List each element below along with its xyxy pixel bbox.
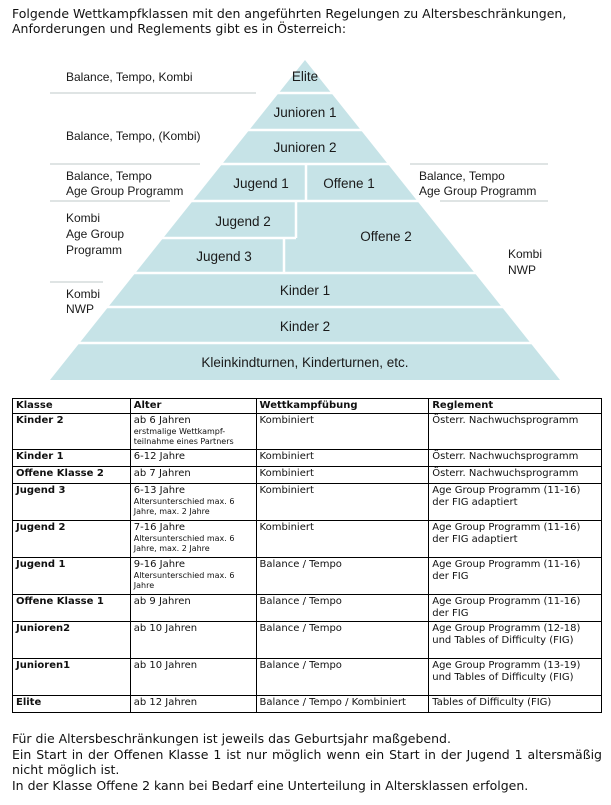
cell-uebung: Balance / Tempo / Kombiniert (256, 696, 429, 713)
cell-uebung: Kombiniert (256, 467, 429, 484)
table-row (13, 558, 602, 595)
cell-alter (130, 467, 256, 484)
cell-reglement: Age Group Programm (11-16) der FIG adaptiert (429, 484, 602, 521)
cell-uebung: Kombiniert (256, 521, 429, 558)
cell-uebung: Balance / Tempo (256, 659, 429, 696)
cell-reglement: Age Group Programm (13-19) und Tables of Difficulty (FIG) (429, 659, 602, 696)
level-jugend3: Jugend 3 (196, 249, 252, 264)
cell-reglement: Age Group Programm (11-16) der FIG adaptiert (429, 521, 602, 558)
cell-alter (130, 659, 256, 696)
cell-uebung: Kombiniert (256, 484, 429, 521)
notes-block (12, 731, 602, 793)
side-label: Programm (66, 243, 123, 257)
cell-klasse: Jugend 1 (13, 558, 131, 595)
level-offene2: Offene 2 (360, 229, 412, 244)
side-label: Balance, Tempo, Kombi (66, 70, 193, 84)
alter-note: Altersunterschied max. 6 Jahre (133, 571, 235, 590)
cell-alter (130, 558, 256, 595)
alter-value: 9-16 Jahre (133, 559, 186, 570)
table-row (13, 622, 602, 659)
cell-uebung: Balance / Tempo (256, 622, 429, 659)
side-label: Balance, Tempo (66, 169, 152, 183)
table-row (13, 484, 602, 521)
cell-alter (130, 696, 256, 713)
table-header-row (13, 399, 602, 414)
side-label: Balance, Tempo, (Kombi) (66, 129, 201, 143)
alter-value: ab 9 Jahren (133, 596, 191, 607)
alter-value: ab 7 Jahren (133, 468, 191, 479)
alter-value: ab 12 Jahren (133, 697, 198, 708)
class-table (12, 398, 602, 713)
cell-alter (130, 484, 256, 521)
note-text: Für die Altersbeschränkungen ist jeweils das Geburtsjahr maßgebend. (12, 731, 451, 746)
cell-klasse: Kinder 1 (13, 450, 131, 467)
alter-note: Altersunterschied max. 6 Jahre, max. 2 Jahre (133, 497, 235, 516)
col-header: Alter (130, 399, 256, 414)
alter-note: erstmalige Wettkampf-teilnahme eines Partners (133, 427, 234, 446)
side-label: Age Group (66, 227, 125, 241)
table-row (13, 696, 602, 713)
side-label: Age Group Programm (66, 184, 184, 198)
side-label: Kombi (66, 211, 101, 225)
table-row (13, 414, 602, 450)
cell-klasse: Jugend 3 (13, 484, 131, 521)
cell-alter (130, 414, 256, 450)
level-junioren1: Junioren 1 (273, 105, 337, 120)
cell-klasse: Kinder 2 (13, 414, 131, 450)
cell-reglement: Österr. Nachwuchsprogramm (429, 414, 602, 450)
side-label: Balance, Tempo (419, 169, 505, 183)
note-text: In der Klasse Offene 2 kann bei Bedarf eine Unterteilung in Altersklassen erfolgen. (12, 777, 529, 793)
col-header: Reglement (429, 399, 602, 414)
level-jugend2: Jugend 2 (215, 214, 271, 229)
pyramid-svg (0, 0, 611, 390)
cell-klasse: Offene Klasse 1 (13, 595, 131, 622)
table-row (13, 521, 602, 558)
alter-note: Altersunterschied max. 6 Jahre, max. 2 Jahre (133, 534, 235, 553)
cell-reglement: Österr. Nachwuchsprogramm (429, 450, 602, 467)
level-elite: Elite (291, 69, 319, 84)
table-row (13, 450, 602, 467)
cell-uebung: Balance / Tempo (256, 595, 429, 622)
table-row (13, 595, 602, 622)
level-base: Kleinkindturnen, Kinderturnen, etc. (201, 355, 409, 370)
cell-reglement: Age Group Programm (12-18) und Tables of Difficulty (FIG) (429, 622, 602, 659)
col-header: Klasse (13, 399, 131, 414)
cell-reglement: Age Group Programm (11-16) der FIG (429, 595, 602, 622)
alter-value: ab 6 Jahren (133, 415, 191, 426)
alter-value: ab 10 Jahren (133, 660, 198, 671)
cell-klasse: Junioren1 (13, 659, 131, 696)
col-header: Wettkampfübung (256, 399, 429, 414)
side-label: Kombi (508, 247, 543, 261)
table-row (13, 467, 602, 484)
level-offene1: Offene 1 (323, 176, 375, 191)
side-label: NWP (66, 302, 94, 316)
cell-klasse: Elite (13, 696, 131, 713)
cell-uebung: Kombiniert (256, 450, 429, 467)
table-row (13, 659, 602, 696)
level-kinder2: Kinder 2 (279, 319, 331, 334)
cell-reglement: Age Group Programm (11-16) der FIG (429, 558, 602, 595)
note-text: Ein Start in der Offenen Klasse 1 ist nur möglich wenn ein Start in der Jugend 1 altersmäßig nicht möglich ist. (12, 746, 602, 777)
alter-value: ab 10 Jahren (133, 623, 198, 634)
level-kinder1: Kinder 1 (279, 283, 331, 298)
cell-alter (130, 521, 256, 558)
intro-text: Folgende Wettkampfklassen mit den angeführten Regelungen zu Altersbeschränkungen, Anforderungen und Reglements gibt es in Österreich: (12, 6, 567, 36)
side-label: NWP (508, 263, 536, 277)
cell-klasse: Jugend 2 (13, 521, 131, 558)
level-jugend1: Jugend 1 (233, 176, 289, 191)
level-junioren2: Junioren 2 (273, 140, 337, 155)
alter-value: 6-13 Jahre (133, 485, 186, 496)
alter-value: 6-12 Jahre (133, 451, 186, 462)
alter-value: 7-16 Jahre (133, 522, 186, 533)
cell-uebung: Balance / Tempo (256, 558, 429, 595)
side-label: Age Group Programm (419, 184, 537, 198)
cell-alter (130, 622, 256, 659)
side-label: Kombi (66, 287, 101, 301)
cell-reglement: Österr. Nachwuchsprogramm (429, 467, 602, 484)
cell-alter (130, 595, 256, 622)
cell-klasse: Offene Klasse 2 (13, 467, 131, 484)
cell-reglement: Tables of Difficulty (FIG) (429, 696, 602, 713)
cell-alter (130, 450, 256, 467)
cell-klasse: Junioren2 (13, 622, 131, 659)
cell-uebung: Kombiniert (256, 414, 429, 450)
pyramid-diagram (0, 0, 611, 390)
